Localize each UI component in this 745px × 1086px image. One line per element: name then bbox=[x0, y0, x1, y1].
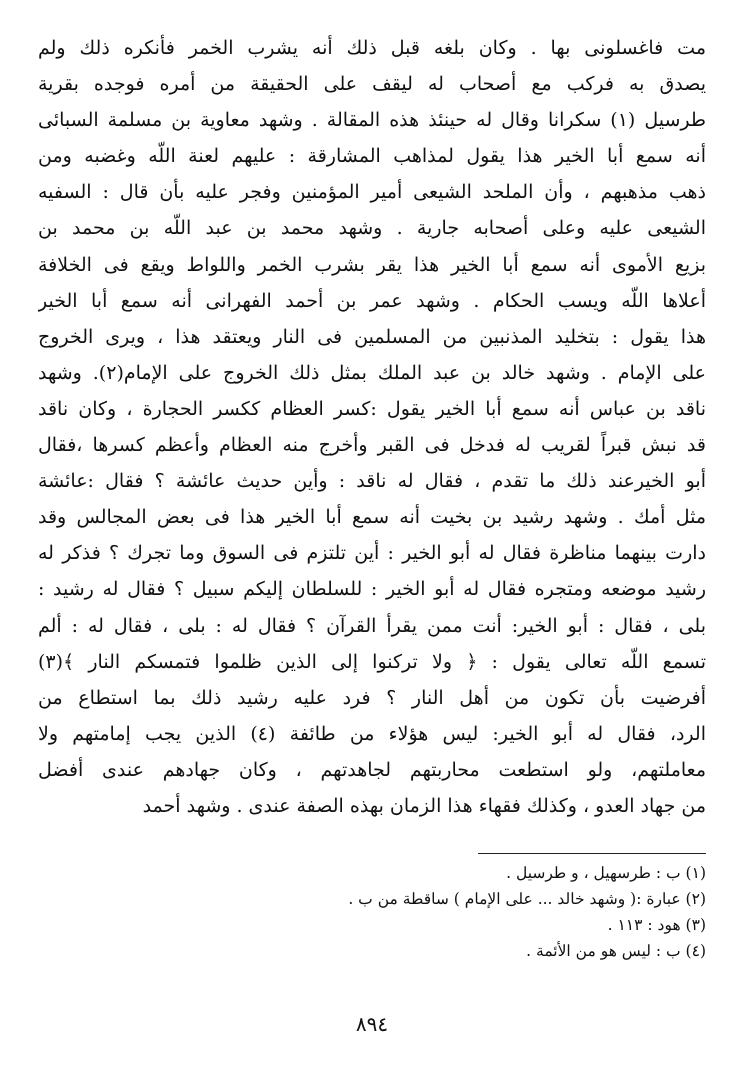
text-line: بلى ، فقال : أبو الخير: أنت ممن يقرأ القرآن ؟ فقال له : بلى ، فقال له : ألم bbox=[38, 614, 706, 637]
text-line: ناقد بن عباس أنه سمع أبا الخير يقول :كسر العظام ككسر الحجارة ، وكان ناقد bbox=[38, 397, 706, 420]
text-line: أفرضيت بأن تكون من أهل النار ؟ فرد عليه رشيد ذلك بما استطاع من bbox=[38, 686, 706, 709]
text-line: يصدق به فركب مع أصحاب له ليقف على الحقيقة من أمره فوجده بقرية bbox=[38, 73, 706, 96]
text-line: تسمع اللّه تعالى يقول : ﴿ ولا تركنوا إلى الذين ظلموا فتمسكم النار ﴾(٣) bbox=[38, 650, 706, 673]
text-line: هذا يقول : بتخليد المذنبين من المسلمين فى النار ويعتقد هذا ، ويرى الخروج bbox=[38, 325, 706, 348]
footnote: (٤) ب : ليس هو من الأئمة . bbox=[526, 942, 706, 960]
text-line: معاملتهم، ولو استطعت محاربتهم لجاهدتهم ، وكان جهادهم عندى أفضل bbox=[38, 758, 706, 781]
footnote: (٣) هود : ١١٣ . bbox=[607, 916, 706, 934]
page-number: ٨٩٤ bbox=[355, 1012, 389, 1036]
text-line: قد نبش قبراً لقريب له فدخل فى القبر وأخرج منه العظام وأعظم كسرها ،فقال bbox=[38, 434, 706, 457]
text-line: الشيعى عليه وعلى أصحابه جارية . وشهد محمد بن عبد اللّه بن محمد بن bbox=[38, 217, 706, 240]
text-line: أنه سمع أبا الخير هذا يقول لمذاهب المشارقة : عليهم لعنة اللّه وغضبه ومن bbox=[38, 145, 706, 168]
text-line: بزيع الأموى أنه سمع أبا الخير هذا يقر بشرب الخمر واللواط ويقع فى الخلافة bbox=[38, 253, 706, 276]
text-line: ذهب مذهبهم ، وأن الملحد الشيعى أمير المؤمنين وفجر عليه بأن قال : السفيه bbox=[38, 181, 706, 204]
footnote-separator bbox=[478, 853, 706, 854]
text-line: من جهاد العدو ، وكذلك فقهاء هذا الزمان بهذه الصفة عندى . وشهد أحمد bbox=[142, 794, 706, 817]
text-line: مت فاغسلونى بها . وكان بلغه قبل ذلك أنه يشرب الخمر فأنكره ذلك ولم bbox=[38, 37, 706, 59]
footnote: (١) ب : طرسهيل ، و طرسيل . bbox=[506, 864, 706, 882]
text-line: على الإمام . وشهد خالد بن عبد الملك بمثل ذلك الخروج على الإمام(٢). وشهد bbox=[38, 361, 706, 384]
text-line: مثل أمك . وشهد رشيد بن بخيت أنه سمع أبا الخير هذا فى بعض المجالس وقد bbox=[38, 506, 706, 529]
text-line: الرد، فقال له أبو الخير: ليس هؤلاء من طائفة (٤) الذين يجب إمامتهم ولا bbox=[38, 722, 706, 745]
footnotes bbox=[250, 860, 706, 964]
text-line: أعلاها اللّه ويسب الحكام . وشهد عمر بن أحمد الفهرانى أنه سمع أبا الخير bbox=[38, 289, 706, 312]
text-line: طرسيل (١) سكرانا وقال له حينئذ هذه المقالة . وشهد معاوية بن مسلمة السبائى bbox=[38, 109, 706, 132]
text-line: رشيد موضعه ومتجره فقال له أبو الخير : للسلطان إليكم سبيل ؟ فقال له رشيد : bbox=[38, 578, 706, 601]
main-text bbox=[38, 30, 706, 824]
text-line: أبو الخيرعند ذلك ما تقدم ، فقال له ناقد : وأين حديث عائشة ؟ فقال :عائشة bbox=[38, 470, 706, 493]
footnote: (٢) عبارة :( وشهد خالد ... على الإمام ) ساقطة من ب . bbox=[348, 890, 706, 908]
text-line: دارت بينهما مناظرة فقال له أبو الخير : أين تلتزم فى السوق وما تجرك ؟ فذكر له bbox=[38, 542, 706, 565]
